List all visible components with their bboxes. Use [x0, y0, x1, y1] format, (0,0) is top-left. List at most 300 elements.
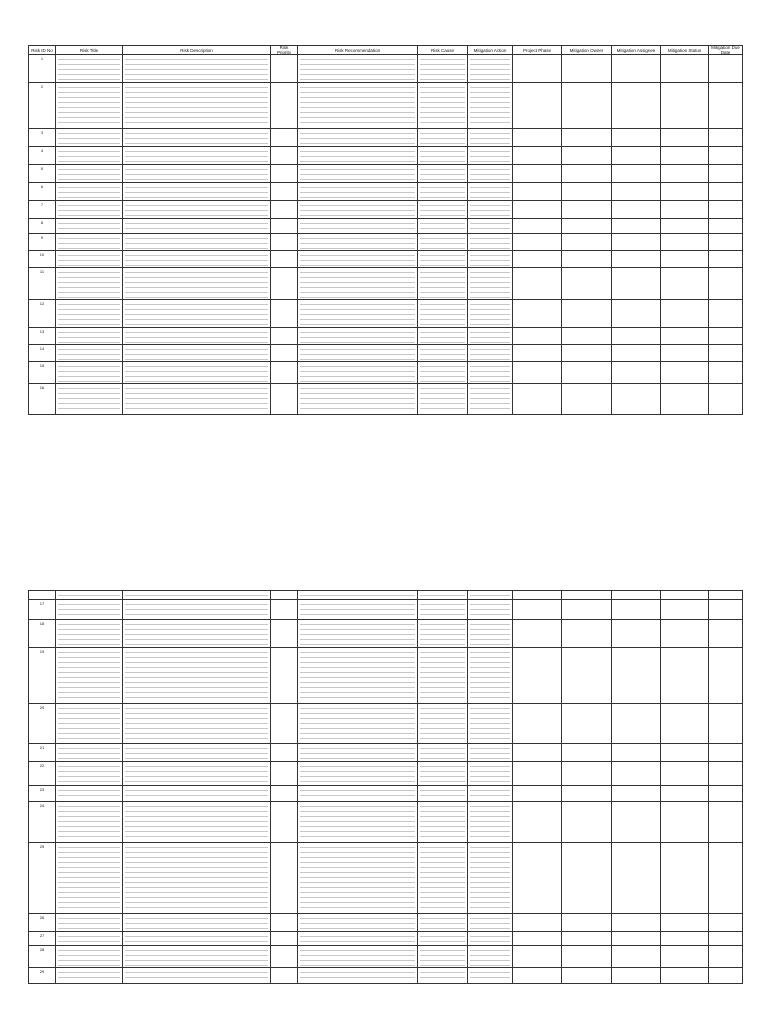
table-cell — [298, 55, 418, 83]
table-cell — [513, 620, 562, 648]
table-cell — [468, 762, 513, 786]
table-cell — [661, 600, 709, 620]
risk-id-cell: 25 — [29, 843, 56, 914]
table-cell — [298, 932, 418, 946]
table-cell — [612, 201, 661, 219]
table-row — [29, 914, 743, 932]
table-cell — [661, 147, 709, 165]
risk-id-cell: 12 — [29, 300, 56, 328]
risk-id-cell: 10 — [29, 251, 56, 268]
table-cell — [562, 786, 612, 802]
table-cell — [271, 968, 298, 984]
table-cell — [271, 328, 298, 345]
table-cell — [56, 234, 123, 251]
table-cell — [418, 165, 468, 183]
table-cell — [56, 786, 123, 802]
risk-id-cell: 18 — [29, 620, 56, 648]
table-cell — [298, 268, 418, 300]
table-cell — [298, 129, 418, 147]
table-cell — [661, 648, 709, 704]
table-cell — [612, 83, 661, 129]
table-cell — [298, 165, 418, 183]
header-cell-risk-id: Risk ID No — [29, 46, 56, 55]
table-cell — [418, 591, 468, 600]
table-cell — [709, 328, 743, 345]
table-cell — [612, 328, 661, 345]
table-cell — [513, 968, 562, 984]
table-cell — [123, 600, 271, 620]
table-cell — [418, 147, 468, 165]
table-cell — [418, 620, 468, 648]
table-cell — [298, 345, 418, 362]
table-cell — [562, 600, 612, 620]
table-cell — [612, 129, 661, 147]
table-cell — [468, 802, 513, 843]
risk-id-cell: 22 — [29, 762, 56, 786]
table-cell — [709, 345, 743, 362]
table-cell — [468, 183, 513, 201]
table-cell — [468, 648, 513, 704]
table-cell — [418, 129, 468, 147]
table-cell — [271, 786, 298, 802]
table-cell — [612, 165, 661, 183]
table-cell — [298, 648, 418, 704]
table-cell — [661, 786, 709, 802]
table-cell — [709, 914, 743, 932]
table-cell — [123, 914, 271, 932]
table-cell — [418, 268, 468, 300]
table-cell — [468, 300, 513, 328]
table-cell — [612, 268, 661, 300]
table-cell — [123, 362, 271, 384]
table-cell — [513, 300, 562, 328]
table-cell — [298, 786, 418, 802]
table-cell — [612, 648, 661, 704]
table-cell — [418, 83, 468, 129]
table-cell — [298, 83, 418, 129]
table-cell — [56, 251, 123, 268]
table-cell — [418, 968, 468, 984]
table-cell — [56, 968, 123, 984]
table-cell — [271, 201, 298, 219]
table-cell — [468, 932, 513, 946]
risk-id-cell: 7 — [29, 201, 56, 219]
table-cell — [56, 744, 123, 762]
table-cell — [271, 946, 298, 968]
table-cell — [298, 744, 418, 762]
table-cell — [468, 268, 513, 300]
table-cell — [612, 968, 661, 984]
risk-id-cell: 9 — [29, 234, 56, 251]
risk-id-cell: 26 — [29, 914, 56, 932]
table-cell — [709, 968, 743, 984]
table-cell — [123, 300, 271, 328]
table-cell — [468, 968, 513, 984]
table-cell — [123, 251, 271, 268]
table-cell — [562, 201, 612, 219]
table-cell — [612, 300, 661, 328]
table-cell — [468, 591, 513, 600]
table-cell — [661, 328, 709, 345]
table-cell — [709, 620, 743, 648]
table-cell — [468, 744, 513, 762]
risk-id-cell: 13 — [29, 328, 56, 345]
table-cell — [612, 843, 661, 914]
table-cell — [123, 201, 271, 219]
table-cell — [56, 129, 123, 147]
table-cell — [298, 591, 418, 600]
table-cell — [612, 384, 661, 415]
table-row — [29, 968, 743, 984]
table-cell — [661, 55, 709, 83]
table-cell — [661, 234, 709, 251]
table-cell — [56, 843, 123, 914]
table-cell — [418, 600, 468, 620]
table-cell — [298, 251, 418, 268]
table-cell — [709, 201, 743, 219]
table-row — [29, 591, 743, 600]
table-cell — [56, 704, 123, 744]
table-cell — [468, 234, 513, 251]
table-cell — [56, 55, 123, 83]
header-cell-mitigation-status: Mitigation Status — [661, 46, 709, 55]
table-cell — [709, 183, 743, 201]
table-cell — [271, 183, 298, 201]
header-cell-project-phase: Project Phase — [513, 46, 562, 55]
risk-id-cell: 8 — [29, 219, 56, 234]
table-cell — [513, 762, 562, 786]
table-row — [29, 384, 743, 415]
table-cell — [513, 946, 562, 968]
table-cell — [562, 648, 612, 704]
table-cell — [661, 968, 709, 984]
risk-id-cell: 4 — [29, 147, 56, 165]
table-row — [29, 786, 743, 802]
table-cell — [418, 384, 468, 415]
table-cell — [468, 600, 513, 620]
table-cell — [562, 251, 612, 268]
risk-id-cell: 29 — [29, 968, 56, 984]
table-cell — [56, 946, 123, 968]
table-cell — [562, 620, 612, 648]
table-cell — [562, 129, 612, 147]
header-cell-risk-title: Risk Title — [56, 46, 123, 55]
table-cell — [56, 362, 123, 384]
table-cell — [298, 362, 418, 384]
table-cell — [612, 251, 661, 268]
table-cell — [513, 165, 562, 183]
table-cell — [513, 129, 562, 147]
table-cell — [612, 914, 661, 932]
table-row — [29, 744, 743, 762]
table-cell — [298, 384, 418, 415]
table-cell — [661, 268, 709, 300]
risk-id-cell: 15 — [29, 362, 56, 384]
table-cell — [418, 648, 468, 704]
table-cell — [612, 744, 661, 762]
table-cell — [513, 384, 562, 415]
table-cell — [418, 183, 468, 201]
table-cell — [468, 384, 513, 415]
table-cell — [661, 704, 709, 744]
table-cell — [56, 83, 123, 129]
table-cell — [123, 234, 271, 251]
table-cell — [56, 268, 123, 300]
table-cell — [562, 802, 612, 843]
table-cell — [468, 345, 513, 362]
table-row — [29, 129, 743, 147]
table-cell — [709, 600, 743, 620]
table-cell — [513, 55, 562, 83]
table-cell — [56, 384, 123, 415]
header-cell-mitigation-owner: Mitigation Owner — [562, 46, 612, 55]
table-row — [29, 300, 743, 328]
table-cell — [661, 300, 709, 328]
table-cell — [123, 802, 271, 843]
table-cell — [612, 219, 661, 234]
table-cell — [513, 362, 562, 384]
table-cell — [661, 165, 709, 183]
table-cell — [562, 762, 612, 786]
table-cell — [298, 147, 418, 165]
table-cell — [562, 147, 612, 165]
table-cell — [661, 345, 709, 362]
table-cell — [661, 219, 709, 234]
table-cell — [271, 843, 298, 914]
table-cell — [709, 802, 743, 843]
table-cell — [661, 620, 709, 648]
table-cell — [418, 744, 468, 762]
table-cell — [56, 300, 123, 328]
table-row — [29, 147, 743, 165]
table-cell — [513, 786, 562, 802]
table-cell — [612, 147, 661, 165]
table-cell — [513, 268, 562, 300]
table-cell — [513, 843, 562, 914]
table-cell — [709, 268, 743, 300]
table-cell — [468, 620, 513, 648]
table-cell — [123, 704, 271, 744]
table-cell — [612, 600, 661, 620]
table-cell — [709, 648, 743, 704]
table-row — [29, 600, 743, 620]
table-cell — [709, 234, 743, 251]
table-cell — [56, 600, 123, 620]
table-row — [29, 201, 743, 219]
table-cell — [468, 251, 513, 268]
table-cell — [709, 55, 743, 83]
table-cell — [661, 744, 709, 762]
table-cell — [418, 802, 468, 843]
table-cell — [123, 165, 271, 183]
table-cell — [468, 55, 513, 83]
table-cell — [56, 591, 123, 600]
table-cell — [468, 786, 513, 802]
table-cell — [271, 345, 298, 362]
table-cell — [468, 147, 513, 165]
table-cell — [709, 219, 743, 234]
table-cell — [562, 744, 612, 762]
table-cell — [123, 620, 271, 648]
table-cell — [513, 591, 562, 600]
table-cell — [612, 704, 661, 744]
table-cell — [513, 183, 562, 201]
risk-id-cell: 2 — [29, 83, 56, 129]
table-cell — [612, 762, 661, 786]
table-cell — [468, 201, 513, 219]
table-cell — [709, 762, 743, 786]
table-cell — [271, 129, 298, 147]
table-cell — [513, 345, 562, 362]
table-cell — [271, 914, 298, 932]
table-row — [29, 345, 743, 362]
risk-id-cell: 16 — [29, 384, 56, 415]
table-cell — [298, 300, 418, 328]
table-cell — [562, 219, 612, 234]
table-cell — [298, 183, 418, 201]
table-row — [29, 268, 743, 300]
table-cell — [271, 932, 298, 946]
table-cell — [271, 362, 298, 384]
table-cell — [562, 300, 612, 328]
table-cell — [513, 648, 562, 704]
table-cell — [513, 219, 562, 234]
table-cell — [468, 165, 513, 183]
table-cell — [709, 251, 743, 268]
table-cell — [709, 591, 743, 600]
risk-id-cell — [29, 591, 56, 600]
table-cell — [513, 83, 562, 129]
table-row — [29, 234, 743, 251]
table-cell — [562, 843, 612, 914]
table-cell — [562, 234, 612, 251]
register-page-2 — [28, 590, 743, 984]
table-cell — [612, 946, 661, 968]
table-cell — [271, 704, 298, 744]
table-cell — [562, 268, 612, 300]
table-cell — [468, 83, 513, 129]
table-cell — [468, 704, 513, 744]
header-cell-risk-priority: Risk Priority — [271, 46, 298, 55]
table-cell — [513, 704, 562, 744]
table-cell — [418, 219, 468, 234]
table-cell — [298, 802, 418, 843]
table-cell — [661, 251, 709, 268]
table-cell — [562, 345, 612, 362]
table-cell — [562, 591, 612, 600]
table-cell — [661, 843, 709, 914]
table-row — [29, 165, 743, 183]
table-cell — [123, 384, 271, 415]
table-cell — [418, 932, 468, 946]
table-cell — [298, 704, 418, 744]
table-cell — [562, 362, 612, 384]
table-row — [29, 55, 743, 83]
table-cell — [271, 234, 298, 251]
table-cell — [271, 219, 298, 234]
table-cell — [271, 591, 298, 600]
table-cell — [298, 328, 418, 345]
table-cell — [661, 802, 709, 843]
table-cell — [562, 83, 612, 129]
table-cell — [56, 620, 123, 648]
table-cell — [709, 83, 743, 129]
table-cell — [271, 384, 298, 415]
table-cell — [298, 946, 418, 968]
table-cell — [123, 328, 271, 345]
risk-id-cell: 19 — [29, 648, 56, 704]
table-cell — [123, 219, 271, 234]
table-cell — [468, 843, 513, 914]
table-cell — [56, 183, 123, 201]
table-cell — [123, 268, 271, 300]
table-row — [29, 219, 743, 234]
table-cell — [418, 328, 468, 345]
table-cell — [271, 802, 298, 843]
risk-id-cell: 11 — [29, 268, 56, 300]
table-cell — [123, 968, 271, 984]
table-cell — [123, 843, 271, 914]
table-cell — [513, 802, 562, 843]
table-cell — [468, 129, 513, 147]
table-cell — [468, 219, 513, 234]
table-cell — [123, 129, 271, 147]
table-cell — [661, 914, 709, 932]
risk-id-cell: 24 — [29, 802, 56, 843]
table-cell — [56, 345, 123, 362]
table-cell — [562, 165, 612, 183]
risk-id-cell: 5 — [29, 165, 56, 183]
risk-id-cell: 6 — [29, 183, 56, 201]
risk-id-cell: 20 — [29, 704, 56, 744]
table-row — [29, 83, 743, 129]
table-cell — [562, 946, 612, 968]
table-cell — [418, 234, 468, 251]
table-cell — [56, 914, 123, 932]
risk-id-cell: 23 — [29, 786, 56, 802]
table-cell — [513, 234, 562, 251]
header-row — [29, 46, 743, 55]
table-cell — [612, 802, 661, 843]
table-cell — [271, 620, 298, 648]
table-cell — [612, 591, 661, 600]
header-cell-mitigation-assignee: Mitigation Assignee — [612, 46, 661, 55]
table-cell — [123, 932, 271, 946]
table-row — [29, 802, 743, 843]
table-cell — [298, 843, 418, 914]
table-cell — [298, 968, 418, 984]
table-row — [29, 328, 743, 345]
table-cell — [123, 946, 271, 968]
table-cell — [612, 55, 661, 83]
table-cell — [661, 83, 709, 129]
table-cell — [271, 268, 298, 300]
table-cell — [298, 219, 418, 234]
table-cell — [513, 328, 562, 345]
table-cell — [298, 234, 418, 251]
table-cell — [562, 914, 612, 932]
table-row — [29, 251, 743, 268]
table-cell — [562, 968, 612, 984]
table-row — [29, 932, 743, 946]
table-row — [29, 183, 743, 201]
table-cell — [468, 362, 513, 384]
table-cell — [513, 147, 562, 165]
table-cell — [612, 786, 661, 802]
table-cell — [56, 648, 123, 704]
risk-id-cell: 3 — [29, 129, 56, 147]
table-cell — [709, 704, 743, 744]
